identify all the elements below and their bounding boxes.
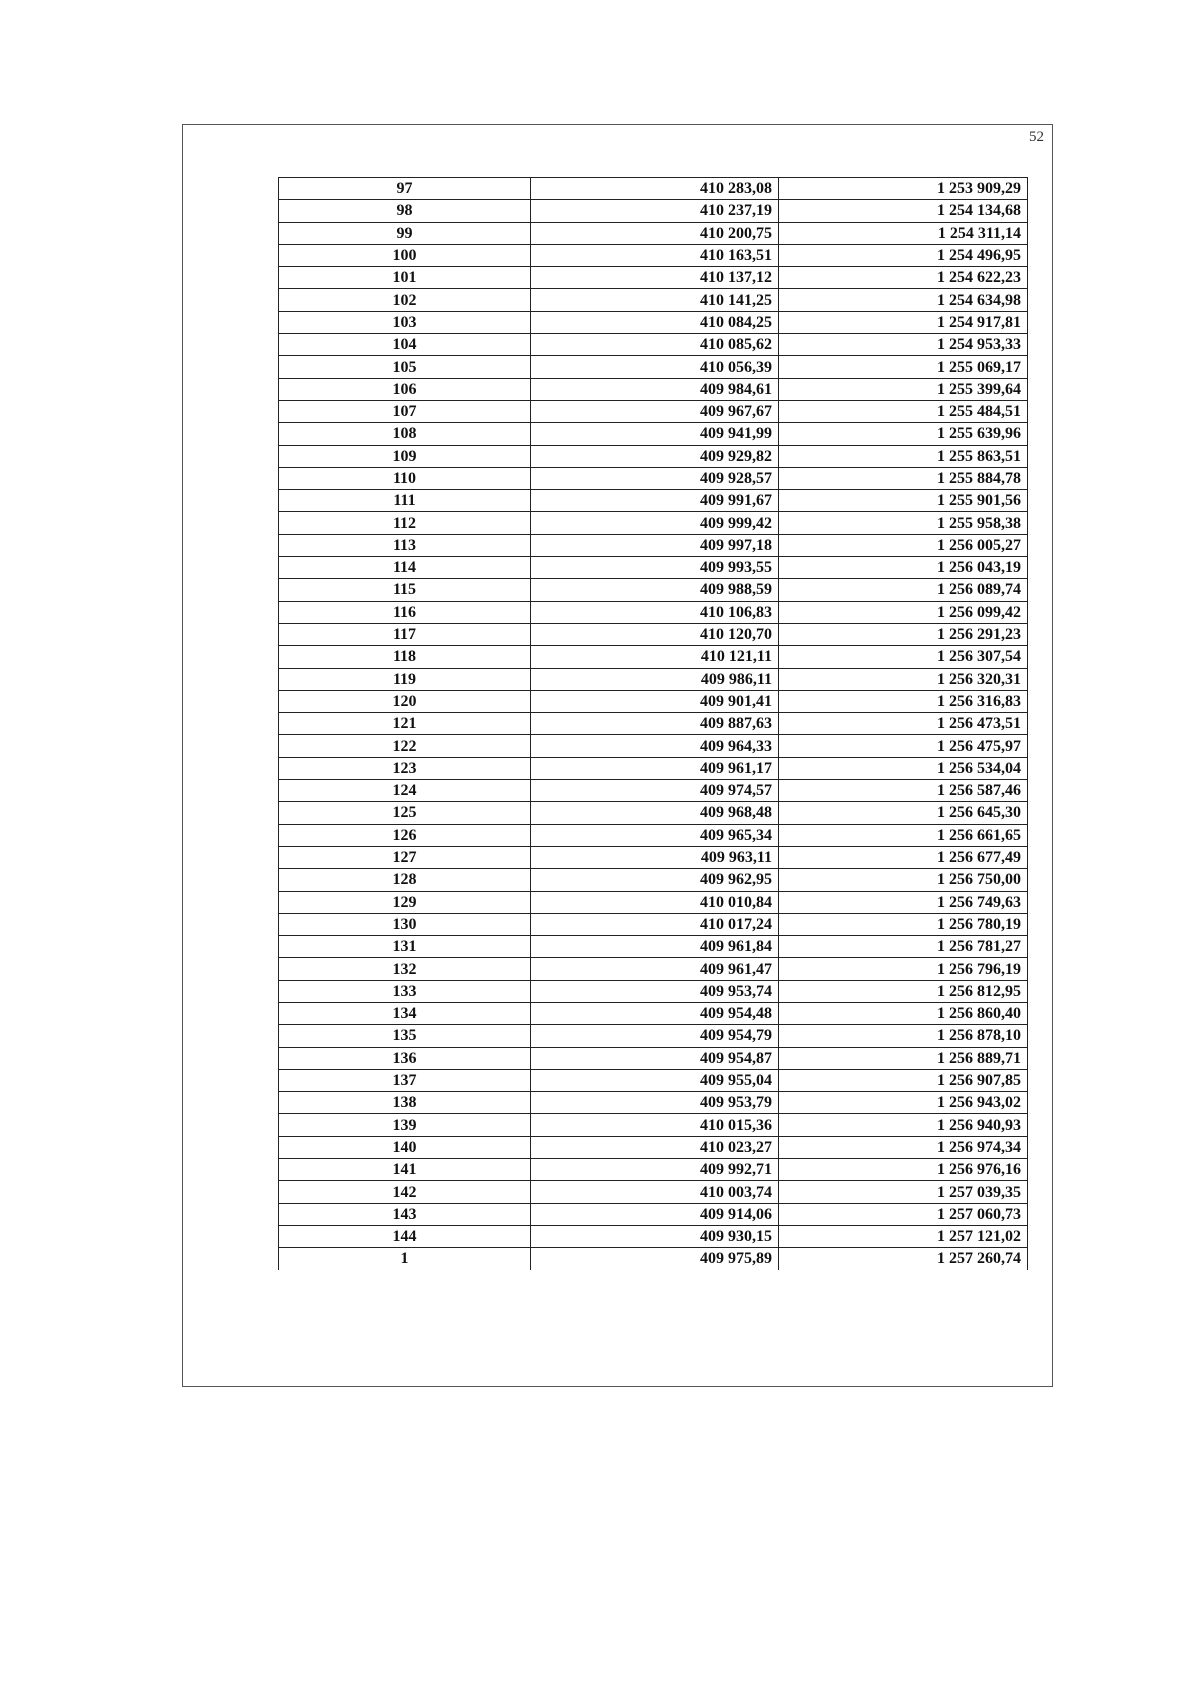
table-row xyxy=(279,311,1028,333)
point-number-cell: 118 xyxy=(279,646,531,668)
table-row xyxy=(279,1047,1028,1069)
document-page xyxy=(182,124,1053,1387)
point-number-cell: 112 xyxy=(279,512,531,534)
y-coordinate-cell: 1 256 473,51 xyxy=(779,713,1028,735)
point-number-cell: 140 xyxy=(279,1136,531,1158)
table-row xyxy=(279,824,1028,846)
y-coordinate-cell: 1 254 311,14 xyxy=(779,222,1028,244)
point-number-cell: 109 xyxy=(279,445,531,467)
x-coordinate-cell: 409 974,57 xyxy=(531,780,779,802)
point-number-cell: 107 xyxy=(279,400,531,422)
x-coordinate-cell: 409 955,04 xyxy=(531,1069,779,1091)
table-row xyxy=(279,735,1028,757)
x-coordinate-cell: 410 200,75 xyxy=(531,222,779,244)
table-row xyxy=(279,1159,1028,1181)
x-coordinate-cell: 409 992,71 xyxy=(531,1159,779,1181)
table-row xyxy=(279,936,1028,958)
point-number-cell: 115 xyxy=(279,579,531,601)
table-row xyxy=(279,445,1028,467)
table-row xyxy=(279,1114,1028,1136)
table-row xyxy=(279,534,1028,556)
x-coordinate-cell: 410 084,25 xyxy=(531,311,779,333)
table-row xyxy=(279,222,1028,244)
page-number: 52 xyxy=(1029,129,1044,145)
x-coordinate-cell: 409 887,63 xyxy=(531,713,779,735)
table-row xyxy=(279,490,1028,512)
x-coordinate-cell: 410 141,25 xyxy=(531,289,779,311)
x-coordinate-cell: 409 975,89 xyxy=(531,1248,779,1270)
x-coordinate-cell: 409 953,79 xyxy=(531,1092,779,1114)
x-coordinate-cell: 409 988,59 xyxy=(531,579,779,601)
table-row xyxy=(279,1248,1028,1270)
table-row xyxy=(279,400,1028,422)
point-number-cell: 132 xyxy=(279,958,531,980)
y-coordinate-cell: 1 256 750,00 xyxy=(779,869,1028,891)
y-coordinate-cell: 1 256 781,27 xyxy=(779,936,1028,958)
table-row xyxy=(279,579,1028,601)
y-coordinate-cell: 1 255 639,96 xyxy=(779,423,1028,445)
x-coordinate-cell: 410 003,74 xyxy=(531,1181,779,1203)
x-coordinate-cell: 409 962,95 xyxy=(531,869,779,891)
y-coordinate-cell: 1 256 475,97 xyxy=(779,735,1028,757)
point-number-cell: 141 xyxy=(279,1159,531,1181)
point-number-cell: 111 xyxy=(279,490,531,512)
y-coordinate-cell: 1 254 634,98 xyxy=(779,289,1028,311)
y-coordinate-cell: 1 256 780,19 xyxy=(779,913,1028,935)
y-coordinate-cell: 1 256 320,31 xyxy=(779,668,1028,690)
y-coordinate-cell: 1 254 496,95 xyxy=(779,244,1028,266)
coordinates-table-body xyxy=(279,178,1028,1270)
table-row xyxy=(279,557,1028,579)
x-coordinate-cell: 410 023,27 xyxy=(531,1136,779,1158)
point-number-cell: 116 xyxy=(279,601,531,623)
x-coordinate-cell: 409 993,55 xyxy=(531,557,779,579)
point-number-cell: 1 xyxy=(279,1248,531,1270)
y-coordinate-cell: 1 256 796,19 xyxy=(779,958,1028,980)
x-coordinate-cell: 410 137,12 xyxy=(531,267,779,289)
point-number-cell: 102 xyxy=(279,289,531,311)
x-coordinate-cell: 409 901,41 xyxy=(531,690,779,712)
y-coordinate-cell: 1 256 645,30 xyxy=(779,802,1028,824)
x-coordinate-cell: 409 968,48 xyxy=(531,802,779,824)
x-coordinate-cell: 409 953,74 xyxy=(531,980,779,1002)
point-number-cell: 131 xyxy=(279,936,531,958)
point-number-cell: 138 xyxy=(279,1092,531,1114)
y-coordinate-cell: 1 254 953,33 xyxy=(779,334,1028,356)
y-coordinate-cell: 1 255 958,38 xyxy=(779,512,1028,534)
table-row xyxy=(279,289,1028,311)
point-number-cell: 128 xyxy=(279,869,531,891)
table-row xyxy=(279,757,1028,779)
table-row xyxy=(279,690,1028,712)
y-coordinate-cell: 1 257 039,35 xyxy=(779,1181,1028,1203)
y-coordinate-cell: 1 256 889,71 xyxy=(779,1047,1028,1069)
coordinates-table xyxy=(278,177,1028,1270)
y-coordinate-cell: 1 256 043,19 xyxy=(779,557,1028,579)
x-coordinate-cell: 409 964,33 xyxy=(531,735,779,757)
y-coordinate-cell: 1 256 749,63 xyxy=(779,891,1028,913)
x-coordinate-cell: 410 106,83 xyxy=(531,601,779,623)
x-coordinate-cell: 409 961,84 xyxy=(531,936,779,958)
x-coordinate-cell: 409 965,34 xyxy=(531,824,779,846)
point-number-cell: 113 xyxy=(279,534,531,556)
x-coordinate-cell: 409 967,67 xyxy=(531,400,779,422)
table-row xyxy=(279,869,1028,891)
point-number-cell: 119 xyxy=(279,668,531,690)
point-number-cell: 133 xyxy=(279,980,531,1002)
y-coordinate-cell: 1 254 134,68 xyxy=(779,200,1028,222)
x-coordinate-cell: 409 997,18 xyxy=(531,534,779,556)
point-number-cell: 121 xyxy=(279,713,531,735)
point-number-cell: 127 xyxy=(279,846,531,868)
y-coordinate-cell: 1 256 089,74 xyxy=(779,579,1028,601)
table-row xyxy=(279,423,1028,445)
y-coordinate-cell: 1 256 587,46 xyxy=(779,780,1028,802)
table-row xyxy=(279,1203,1028,1225)
point-number-cell: 137 xyxy=(279,1069,531,1091)
table-row xyxy=(279,1136,1028,1158)
y-coordinate-cell: 1 256 907,85 xyxy=(779,1069,1028,1091)
point-number-cell: 144 xyxy=(279,1225,531,1247)
x-coordinate-cell: 410 085,62 xyxy=(531,334,779,356)
point-number-cell: 136 xyxy=(279,1047,531,1069)
table-row xyxy=(279,780,1028,802)
point-number-cell: 130 xyxy=(279,913,531,935)
point-number-cell: 108 xyxy=(279,423,531,445)
table-row xyxy=(279,1025,1028,1047)
x-coordinate-cell: 409 914,06 xyxy=(531,1203,779,1225)
table-row xyxy=(279,913,1028,935)
point-number-cell: 129 xyxy=(279,891,531,913)
x-coordinate-cell: 410 121,11 xyxy=(531,646,779,668)
x-coordinate-cell: 409 954,87 xyxy=(531,1047,779,1069)
y-coordinate-cell: 1 256 307,54 xyxy=(779,646,1028,668)
y-coordinate-cell: 1 257 121,02 xyxy=(779,1225,1028,1247)
x-coordinate-cell: 409 929,82 xyxy=(531,445,779,467)
table-row xyxy=(279,378,1028,400)
point-number-cell: 110 xyxy=(279,467,531,489)
table-row xyxy=(279,713,1028,735)
table-row xyxy=(279,1092,1028,1114)
x-coordinate-cell: 410 010,84 xyxy=(531,891,779,913)
y-coordinate-cell: 1 256 943,02 xyxy=(779,1092,1028,1114)
y-coordinate-cell: 1 256 316,83 xyxy=(779,690,1028,712)
x-coordinate-cell: 410 283,08 xyxy=(531,178,779,200)
table-row xyxy=(279,1002,1028,1024)
point-number-cell: 105 xyxy=(279,356,531,378)
point-number-cell: 122 xyxy=(279,735,531,757)
x-coordinate-cell: 410 237,19 xyxy=(531,200,779,222)
table-row xyxy=(279,1225,1028,1247)
point-number-cell: 117 xyxy=(279,623,531,645)
point-number-cell: 125 xyxy=(279,802,531,824)
y-coordinate-cell: 1 256 099,42 xyxy=(779,601,1028,623)
table-row xyxy=(279,356,1028,378)
point-number-cell: 101 xyxy=(279,267,531,289)
y-coordinate-cell: 1 256 005,27 xyxy=(779,534,1028,556)
y-coordinate-cell: 1 256 291,23 xyxy=(779,623,1028,645)
table-row xyxy=(279,980,1028,1002)
y-coordinate-cell: 1 257 060,73 xyxy=(779,1203,1028,1225)
table-row xyxy=(279,646,1028,668)
x-coordinate-cell: 409 991,67 xyxy=(531,490,779,512)
y-coordinate-cell: 1 256 976,16 xyxy=(779,1159,1028,1181)
point-number-cell: 100 xyxy=(279,244,531,266)
x-coordinate-cell: 409 984,61 xyxy=(531,378,779,400)
table-row xyxy=(279,244,1028,266)
point-number-cell: 106 xyxy=(279,378,531,400)
y-coordinate-cell: 1 255 863,51 xyxy=(779,445,1028,467)
x-coordinate-cell: 409 986,11 xyxy=(531,668,779,690)
point-number-cell: 120 xyxy=(279,690,531,712)
table-row xyxy=(279,846,1028,868)
y-coordinate-cell: 1 254 917,81 xyxy=(779,311,1028,333)
y-coordinate-cell: 1 256 812,95 xyxy=(779,980,1028,1002)
point-number-cell: 124 xyxy=(279,780,531,802)
point-number-cell: 139 xyxy=(279,1114,531,1136)
table-row xyxy=(279,623,1028,645)
point-number-cell: 135 xyxy=(279,1025,531,1047)
x-coordinate-cell: 409 930,15 xyxy=(531,1225,779,1247)
table-row xyxy=(279,1069,1028,1091)
table-row xyxy=(279,668,1028,690)
table-row xyxy=(279,200,1028,222)
y-coordinate-cell: 1 257 260,74 xyxy=(779,1248,1028,1270)
x-coordinate-cell: 409 961,17 xyxy=(531,757,779,779)
y-coordinate-cell: 1 256 974,34 xyxy=(779,1136,1028,1158)
point-number-cell: 97 xyxy=(279,178,531,200)
x-coordinate-cell: 409 963,11 xyxy=(531,846,779,868)
y-coordinate-cell: 1 256 534,04 xyxy=(779,757,1028,779)
y-coordinate-cell: 1 256 677,49 xyxy=(779,846,1028,868)
point-number-cell: 126 xyxy=(279,824,531,846)
y-coordinate-cell: 1 255 884,78 xyxy=(779,467,1028,489)
table-row xyxy=(279,178,1028,200)
point-number-cell: 99 xyxy=(279,222,531,244)
x-coordinate-cell: 409 941,99 xyxy=(531,423,779,445)
point-number-cell: 104 xyxy=(279,334,531,356)
table-row xyxy=(279,891,1028,913)
y-coordinate-cell: 1 255 484,51 xyxy=(779,400,1028,422)
point-number-cell: 98 xyxy=(279,200,531,222)
point-number-cell: 103 xyxy=(279,311,531,333)
point-number-cell: 142 xyxy=(279,1181,531,1203)
table-row xyxy=(279,512,1028,534)
y-coordinate-cell: 1 255 901,56 xyxy=(779,490,1028,512)
y-coordinate-cell: 1 255 069,17 xyxy=(779,356,1028,378)
point-number-cell: 143 xyxy=(279,1203,531,1225)
table-row xyxy=(279,601,1028,623)
y-coordinate-cell: 1 256 860,40 xyxy=(779,1002,1028,1024)
x-coordinate-cell: 409 954,79 xyxy=(531,1025,779,1047)
point-number-cell: 134 xyxy=(279,1002,531,1024)
y-coordinate-cell: 1 256 661,65 xyxy=(779,824,1028,846)
x-coordinate-cell: 409 954,48 xyxy=(531,1002,779,1024)
x-coordinate-cell: 410 120,70 xyxy=(531,623,779,645)
x-coordinate-cell: 410 163,51 xyxy=(531,244,779,266)
y-coordinate-cell: 1 253 909,29 xyxy=(779,178,1028,200)
y-coordinate-cell: 1 255 399,64 xyxy=(779,378,1028,400)
x-coordinate-cell: 409 928,57 xyxy=(531,467,779,489)
table-row xyxy=(279,334,1028,356)
x-coordinate-cell: 410 056,39 xyxy=(531,356,779,378)
point-number-cell: 123 xyxy=(279,757,531,779)
table-row xyxy=(279,267,1028,289)
table-row xyxy=(279,958,1028,980)
x-coordinate-cell: 409 961,47 xyxy=(531,958,779,980)
x-coordinate-cell: 409 999,42 xyxy=(531,512,779,534)
y-coordinate-cell: 1 256 940,93 xyxy=(779,1114,1028,1136)
table-row xyxy=(279,467,1028,489)
x-coordinate-cell: 410 017,24 xyxy=(531,913,779,935)
x-coordinate-cell: 410 015,36 xyxy=(531,1114,779,1136)
y-coordinate-cell: 1 256 878,10 xyxy=(779,1025,1028,1047)
point-number-cell: 114 xyxy=(279,557,531,579)
table-row xyxy=(279,1181,1028,1203)
y-coordinate-cell: 1 254 622,23 xyxy=(779,267,1028,289)
table-row xyxy=(279,802,1028,824)
